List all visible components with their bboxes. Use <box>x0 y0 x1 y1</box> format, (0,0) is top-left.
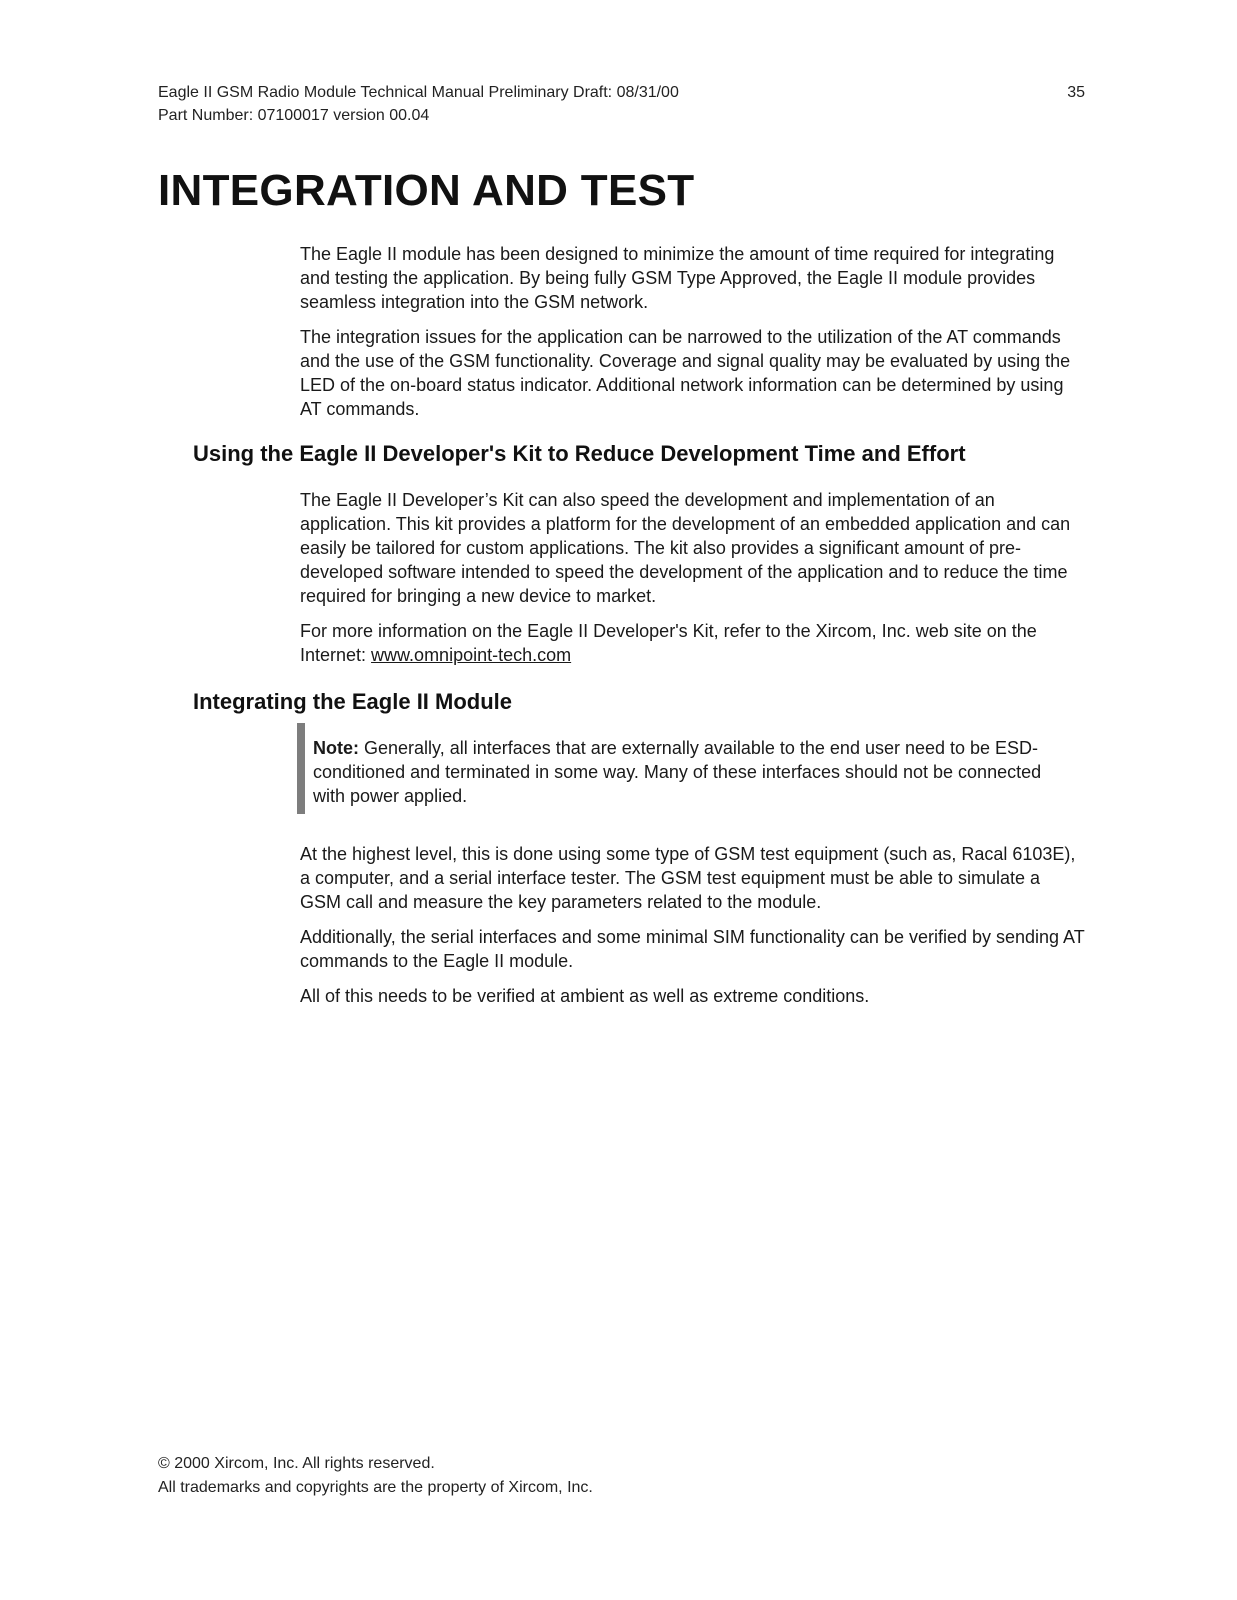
header-row <box>158 81 1085 104</box>
section-heading-integrating: Integrating the Eagle II Module <box>193 689 513 714</box>
note-callout <box>297 723 1063 814</box>
developers-kit-section <box>300 488 1085 678</box>
page-footer <box>158 1452 858 1500</box>
intro-paragraph-2: The integration issues for the application can be narrowed to the utilization of the AT commands and the use of the GSM functionality. Coverage and signal quality may be evaluated by using the LED of the on-board status indicator. Additional network information can be determined by using AT commands. <box>300 327 1071 419</box>
note-text: Generally, all interfaces that are externally available to the end user need to be ESD-conditioned and terminated in some way. Many of these interfaces should not be connected with power applied. <box>313 738 1042 806</box>
developers-kit-paragraph-2-text: For more information on the Eagle II Developer's Kit, refer to the Xircom, Inc. web site on the Internet: <box>300 621 1037 665</box>
developers-kit-paragraph-2 <box>300 619 1085 667</box>
integrating-section <box>300 842 1085 1019</box>
page-header <box>158 81 1085 127</box>
integrating-paragraph-1: At the highest level, this is done using some type of GSM test equipment (such as, Racal 6103E), a computer, and a serial interface tester. The GSM test equipment must be able to simulate a GSM call and measure the key parameters related to the module. <box>300 844 1076 912</box>
developers-kit-paragraph-1: The Eagle II Developer’s Kit can also speed the development and implementation of an application. This kit provides a platform for the development of an embedded application and can easily be tailored for custom applications. The kit also provides a significant amount of pre-developed software intended to speed the development of the application and to reduce the time required for bringing a new device to market. <box>300 490 1071 606</box>
chapter-title: INTEGRATION AND TEST <box>158 166 695 215</box>
copyright-line: © 2000 Xircom, Inc. All rights reserved. <box>158 1455 435 1472</box>
part-number: Part Number: 07100017 version 00.04 <box>158 107 430 124</box>
note-label: Note: <box>313 738 359 758</box>
manual-title: Eagle II GSM Radio Module Technical Manual Preliminary Draft: 08/31/00 <box>158 84 679 101</box>
intro-paragraph-1: The Eagle II module has been designed to minimize the amount of time required for integrating and testing the application. By being fully GSM Type Approved, the Eagle II module provides seamless integration into the GSM network. <box>300 244 1055 312</box>
section-heading-developers-kit: Using the Eagle II Developer's Kit to Reduce Development Time and Effort <box>193 441 966 466</box>
integrating-paragraph-2: Additionally, the serial interfaces and some minimal SIM functionality can be verified by sending AT commands to the Eagle II module. <box>300 927 1085 971</box>
intro-section <box>300 242 1085 432</box>
page-number: 35 <box>1067 84 1085 101</box>
integrating-paragraph-3: All of this needs to be verified at ambient as well as extreme conditions. <box>300 986 870 1006</box>
website-link[interactable]: www.omnipoint-tech.com <box>371 645 572 665</box>
trademark-line: All trademarks and copyrights are the property of Xircom, Inc. <box>158 1479 593 1496</box>
